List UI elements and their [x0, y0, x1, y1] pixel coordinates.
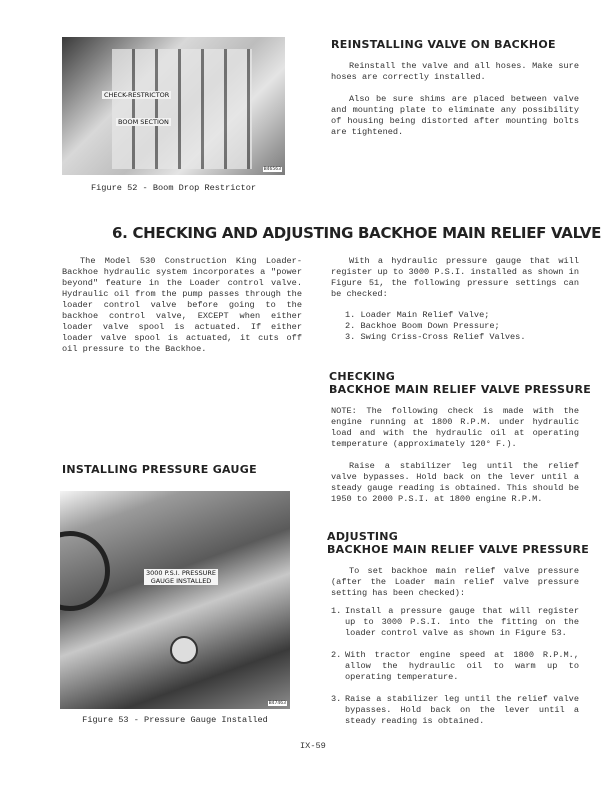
section-title: 6. CHECKING AND ADJUSTING BACKHOE MAIN RELIEF VALVE: [112, 224, 602, 242]
adjusting-step: [331, 606, 579, 639]
step-number: 2.: [331, 650, 342, 660]
adjusting-heading-line1: ADJUSTING: [327, 530, 399, 543]
check-restrictor-label: CHECK-RESTRICTOR: [104, 91, 170, 99]
figure-52-photo: [62, 37, 285, 175]
reinstalling-paragraph-2: Also be sure shims are placed between valve and mounting plate to eliminate any possibility of housing being distorted after mounting bolts are tightened.: [331, 94, 579, 137]
checking-heading-line2: BACKHOE MAIN RELIEF VALVE PRESSURE: [329, 383, 592, 396]
step-text: Install a pressure gauge that will register up to 3000 P.S.I. into the fitting on the loader control valve as shown in Figure 53.: [345, 606, 579, 638]
step-number: 1.: [331, 606, 342, 616]
checking-heading-line1: CHECKING: [329, 370, 396, 383]
checking-note: NOTE: The following check is made with the engine running at 1800 R.P.M. under hydraulic load and with the hydraulic oil at operating temperature (approximately 120° F.).: [331, 406, 579, 449]
checking-heading: [329, 370, 591, 396]
gauge-label-line2: GAUGE INSTALLED: [150, 577, 212, 585]
step-number: 3.: [331, 694, 342, 704]
reinstalling-heading: REINSTALLING VALVE ON BACKHOE: [331, 38, 556, 51]
figure-52-caption: Figure 52 - Boom Drop Restrictor: [90, 183, 257, 193]
settings-list-item: 2. Backhoe Boom Down Pressure;: [345, 321, 500, 331]
checking-paragraph: Raise a stabilizer leg until the relief valve bypasses. Hold back on the lever until a steady gauge reading is obtained. This should be 1950 to 2000 P.S.I. at 1800 engine R.P.M.: [331, 461, 579, 504]
gauge-label-line1: 3000 P.S.I. PRESSURE: [146, 569, 216, 577]
step-text: With tractor engine speed at 1800 R.P.M., allow the hydraulic oil to warm up to operating temperature.: [345, 650, 579, 682]
valve-body: [112, 49, 252, 169]
adjusting-step: [331, 650, 579, 683]
photo-code: B47463: [268, 701, 286, 706]
installing-heading: INSTALLING PRESSURE GAUGE: [62, 463, 257, 476]
settings-list: [345, 310, 575, 343]
figure-53-photo: [60, 491, 290, 709]
pressure-gauge: [170, 636, 198, 664]
reinstalling-paragraph-1: Reinstall the valve and all hoses. Make sure hoses are correctly installed.: [331, 61, 579, 82]
adjusting-steps: [331, 606, 579, 727]
step-text: Raise a stabilizer leg until the relief valve bypasses. Hold back on the lever until a steady reading is obtained.: [345, 694, 579, 726]
figure-53-caption: Figure 53 - Pressure Gauge Installed: [82, 715, 268, 725]
steering-wheel: [60, 531, 110, 611]
gauge-label: [144, 569, 218, 585]
page-number: IX-59: [300, 741, 326, 751]
adjusting-paragraph: To set backhoe main relief valve pressure (after the Loader main relief valve pressure setting has been checked):: [331, 566, 579, 598]
intro-right-paragraph: With a hydraulic pressure gauge that will register up to 3000 P.S.I. installed as shown in Figure 51, the following pressure settings can be checked:: [331, 256, 579, 299]
photo-code: B46563: [263, 167, 281, 172]
boom-section-label: BOOM SECTION: [118, 118, 169, 126]
adjusting-heading-line2: BACKHOE MAIN RELIEF VALVE PRESSURE: [327, 543, 590, 556]
settings-list-item: 3. Swing Criss-Cross Relief Valves.: [345, 332, 526, 342]
intro-left-paragraph: The Model 530 Construction King Loader-Backhoe hydraulic system incorporates a "power beyond" feature in the Loader control valve. Hydraulic oil from the pump passes through the loader control valve before going to the backhoe control valve, EXCEPT when either loader valve spool is actuated. If either loader valve spool is actuated, it cuts off oil pressure to the Backhoe.: [62, 256, 302, 354]
adjusting-step: [331, 694, 579, 727]
settings-list-item: 1. Loader Main Relief Valve;: [345, 310, 490, 320]
adjusting-heading: [327, 530, 589, 556]
